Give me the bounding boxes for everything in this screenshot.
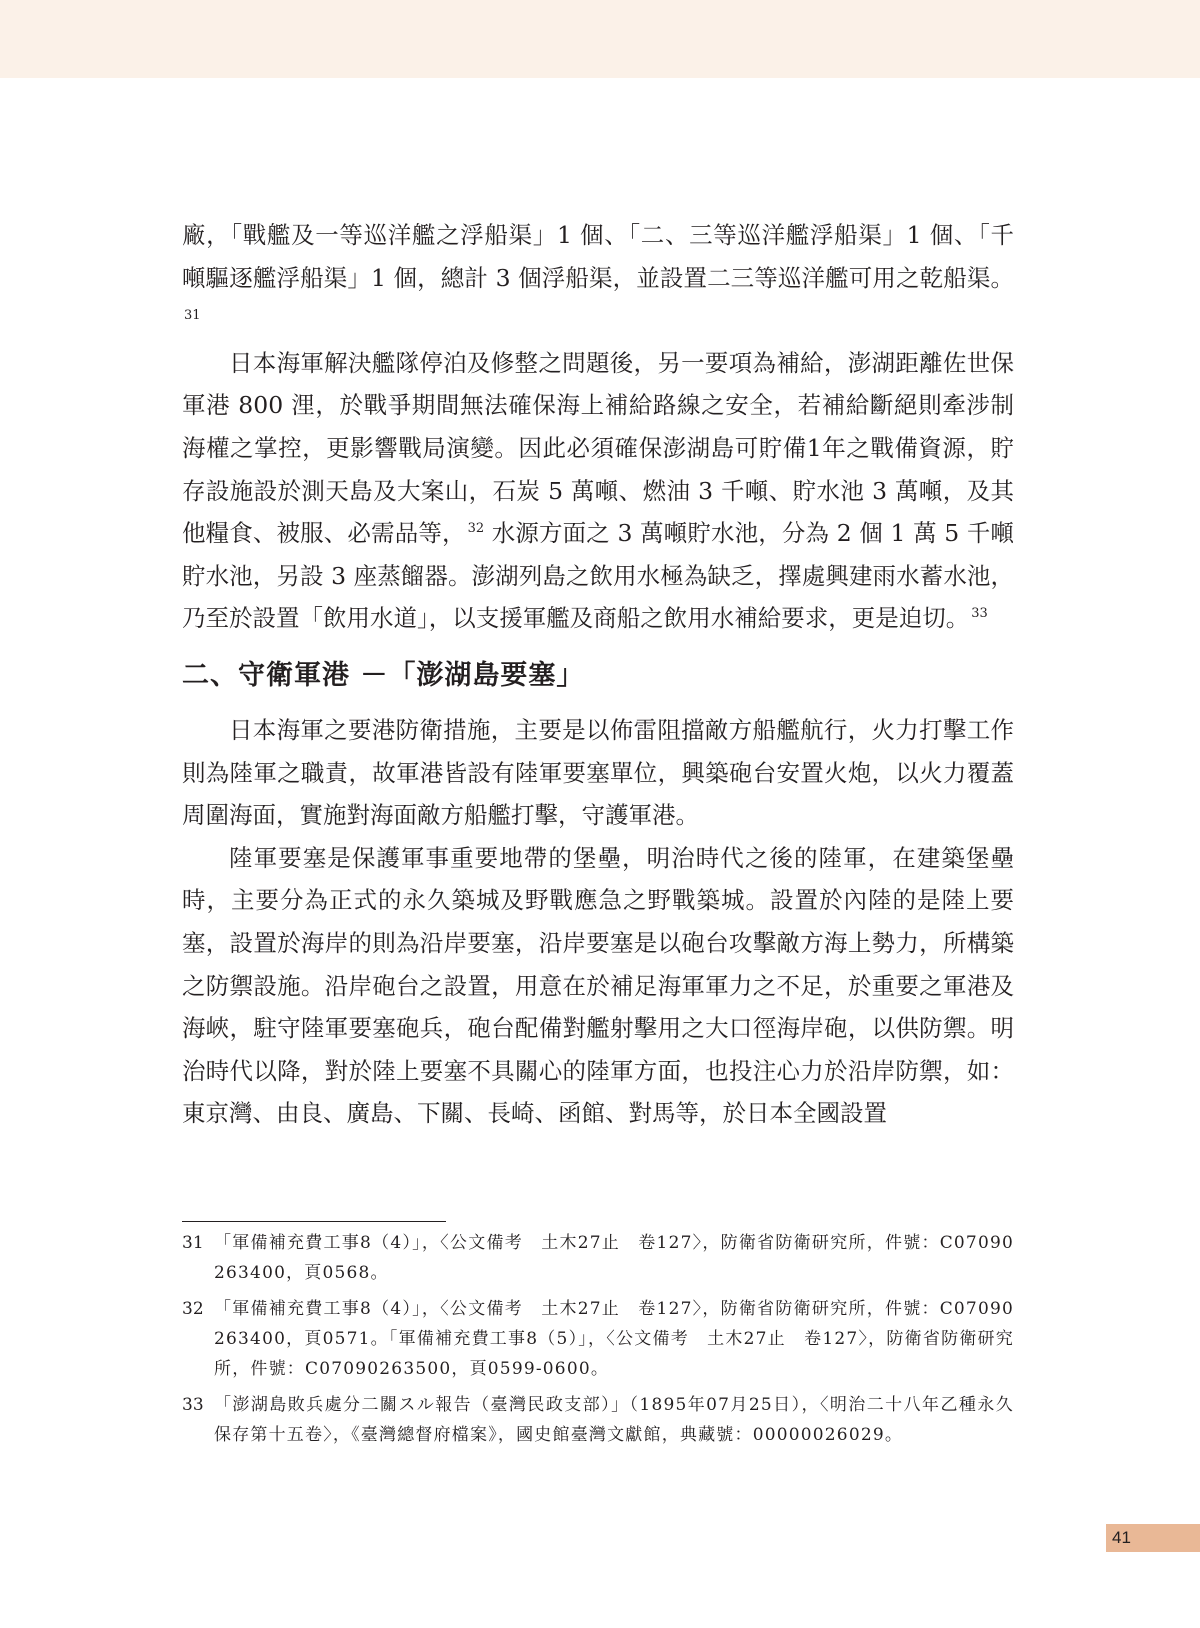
footnote-number: 31 — [182, 1233, 204, 1253]
footnote-32 — [182, 1294, 1014, 1384]
section-heading: 二、守衛軍港 －「澎湖島要塞」 — [182, 659, 585, 691]
footnote-text: 「軍備補充費工事8（4）」，〈公文備考 土木27止 卷127〉，防衛省防衛研究所，件號：C07090263400，頁0568。 — [214, 1233, 1014, 1283]
page-number: 41 — [1112, 1528, 1131, 1547]
footnote-number: 32 — [182, 1299, 204, 1319]
footnote-divider — [182, 1221, 446, 1222]
paragraph-1 — [182, 214, 1014, 342]
footnote-number: 33 — [182, 1395, 204, 1415]
footnote-33 — [182, 1390, 1014, 1450]
footnote-text: 「澎湖島敗兵處分二關スル報告（臺灣民政支部）」（1895年07月25日），〈明治二十八年乙種永久保存第十五卷〉，《臺灣總督府檔案》，國史館臺灣文獻館，典藏號：00000026029。 — [214, 1395, 1014, 1445]
footnote-31 — [182, 1228, 1014, 1288]
paragraph-2 — [182, 342, 1014, 640]
footnote-ref-31[interactable]: 31 — [184, 308, 201, 324]
paragraph-2-text-b: 水源方面之 3 萬噸貯水池，分為 2 個 1 萬 5 千噸貯水池，另設 3 座蒸餾器。澎湖列島之飲用水極為缺乏，擇處興建雨水蓄水池，乃至於設置「飲用水道」，以支援軍艦及商船之飲用水補給要求，更是迫切。 — [182, 519, 1014, 633]
header-band — [0, 0, 1200, 78]
footnote-ref-33[interactable]: 33 — [971, 606, 988, 622]
footnotes — [182, 1228, 1014, 1456]
main-text — [182, 214, 1014, 1135]
footnote-text: 「軍備補充費工事8（4）」，〈公文備考 土木27止 卷127〉，防衛省防衛研究所，件號：C07090263400，頁0571。「軍備補充費工事8（5）」，〈公文備考 土木27止 卷127〉，防衛省防衛研究所，件號：C07090263500，頁0599-0600。 — [214, 1299, 1014, 1379]
footnote-ref-32[interactable]: 32 — [467, 521, 485, 537]
paragraph-4: 陸軍要塞是保護軍事重要地帶的堡壘，明治時代之後的陸軍，在建築堡壘時，主要分為正式的永久築城及野戰應急之野戰築城。設置於內陸的是陸上要塞，設置於海岸的則為沿岸要塞，沿岸要塞是以砲台攻擊敵方海上勢力，所構築之防禦設施。沿岸砲台之設置，用意在於補足海軍軍力之不足，於重要之軍港及海峽，駐守陸軍要塞砲兵，砲台配備對艦射擊用之大口徑海岸砲，以供防禦。明治時代以降，對於陸上要塞不具關心的陸軍方面，也投注心力於沿岸防禦，如：東京灣、由良、廣島、下關、長崎、函館、對馬等，於日本全國設置 — [182, 843, 1014, 1128]
paragraph-2-text-a: 日本海軍解決艦隊停泊及修整之問題後，另一要項為補給，澎湖距離佐世保軍港 800 浬，於戰爭期間無法確保海上補給路線之安全，若補給斷絕則牽涉制海權之掌控，更影響戰局演變。因此必須確保澎湖島可貯備1年之戰備資源，貯存設施設於測天島及大案山，石炭 5 萬噸、燃油 3 千噸、貯水池 3 萬噸，及其他糧食、被服、必需品等， — [182, 348, 1014, 548]
paragraph-3: 日本海軍之要港防衛措施，主要是以佈雷阻擋敵方船艦航行，火力打擊工作則為陸軍之職責，故軍港皆設有陸軍要塞單位，興築砲台安置火炮，以火力覆蓋周圍海面，實施對海面敵方船艦打擊，守護軍港。 — [182, 715, 1014, 830]
paragraph-1-text: 廠，「戰艦及一等巡洋艦之浮船渠」1 個、「二、三等巡洋艦浮船渠」1 個、「千噸驅逐艦浮船渠」1 個，總計 3 個浮船渠，並設置二三等巡洋艦可用之乾船渠。 — [182, 221, 1014, 292]
